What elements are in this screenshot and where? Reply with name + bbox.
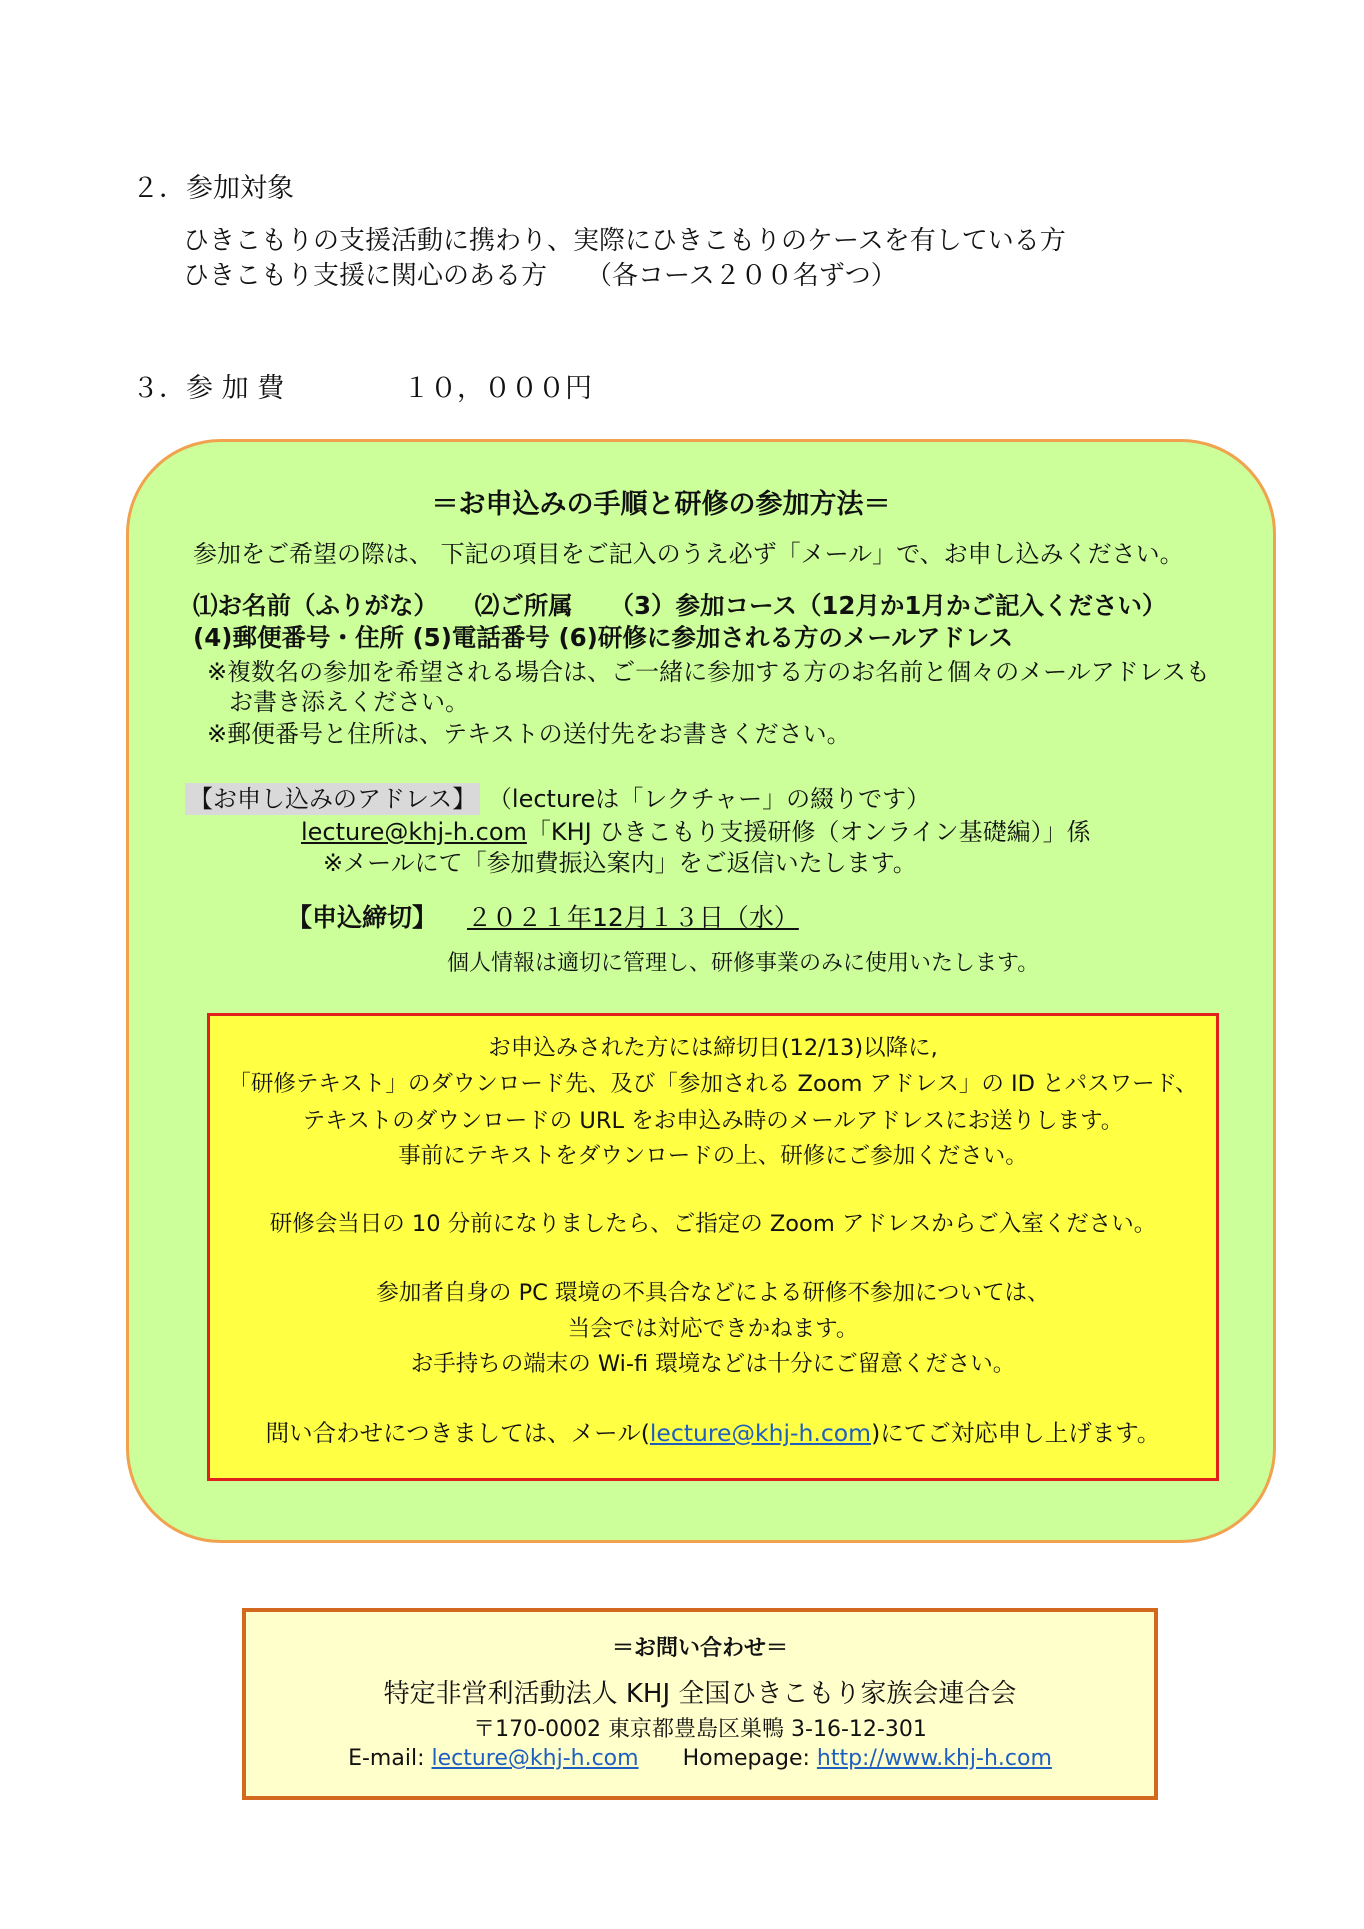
- email-suffix: 「KHJ ひきこもり支援研修（オンライン基礎編）」係: [526, 818, 1091, 846]
- notice-line-6: 参加者自身の PC 環境の不具合などによる研修不参加については、: [376, 1280, 1050, 1306]
- section-2-heading: ２．参加対象: [132, 173, 294, 204]
- deadline-date: ２０２１年12月１３日（水）: [467, 903, 799, 932]
- contact-address: 〒170-0002 東京都豊島区巣鴨 3-16-12-301: [473, 1717, 927, 1742]
- section-2-line-2: ひきこもり支援に関心のある方 （各コース２００名ずつ）: [183, 261, 897, 291]
- deadline-row: [287, 898, 799, 934]
- reply-note: ※メールにて「参加費振込案内」をご返信いたします。: [323, 849, 917, 877]
- notice-line-8: お手持ちの端末の Wi-fi 環境などは十分にご留意ください。: [410, 1351, 1016, 1377]
- note-multiple-1: ※複数名の参加を希望される場合は、ご一緒に参加する方のお名前と個々のメールアドレスも: [207, 658, 1210, 686]
- contact-homepage-label: Homepage:: [682, 1746, 810, 1771]
- application-email-link[interactable]: lecture@khj-h.com: [301, 818, 527, 846]
- notice-email-link[interactable]: lecture@khj-h.com: [649, 1419, 872, 1447]
- items-line-2: (4)郵便番号・住所 (5)電話番号 (6)研修に参加される方のメールアドレス: [193, 623, 1014, 652]
- procedure-intro: 参加をご希望の際は、 下記の項目をご記入のうえ必ず「メール」で、お申し込みください。: [193, 540, 1184, 568]
- note-address: ※郵便番号と住所は、テキストの送付先をお書きください。: [207, 720, 851, 748]
- privacy-note: 個人情報は適切に管理し、研修事業のみに使用いたします。: [447, 951, 1040, 976]
- notice-line-9: [210, 1414, 1216, 1448]
- contact-email-link[interactable]: lecture@khj-h.com: [431, 1746, 639, 1771]
- address-label: 【お申し込みのアドレス】: [185, 783, 480, 815]
- notice-inquiry-suffix: )にてご対応申し上げます。: [871, 1419, 1161, 1447]
- procedure-title: ＝お申込みの手順と研修の参加方法＝: [431, 489, 891, 520]
- fee-amount: １０，０００円: [403, 373, 592, 404]
- section-3-heading: ３．参 加 費: [132, 373, 285, 404]
- procedure-box: [126, 439, 1276, 1543]
- contact-email-label: E-mail:: [348, 1746, 425, 1771]
- notice-inquiry-prefix: 問い合わせにつきましては、メール(: [265, 1419, 650, 1447]
- notice-line-7: 当会では対応できかねます。: [567, 1316, 859, 1342]
- notice-line-3: テキストのダウンロードの URL をお申込み時のメールアドレスにお送りします。: [302, 1108, 1124, 1134]
- contact-org: 特定非営利活動法人 KHJ 全国ひきこもり家族会連合会: [383, 1679, 1017, 1709]
- contact-title: ＝お問い合わせ＝: [611, 1636, 788, 1661]
- address-note: （lectureは「レクチャー」の綴りです）: [487, 785, 931, 813]
- section-2-line-1: ひきこもりの支援活動に携わり、実際にひきこもりのケースを有している方: [183, 226, 1066, 256]
- notice-line-4: 事前にテキストをダウンロードの上、研修にご参加ください。: [398, 1143, 1028, 1169]
- notice-line-5: 研修会当日の 10 分前になりましたら、ご指定の Zoom アドレスからご入室ください。: [269, 1211, 1157, 1237]
- notice-line-2: 「研修テキスト」のダウンロード先、及び「参加される Zoom アドレス」の ID とパスワード、: [228, 1071, 1198, 1097]
- contact-box: [242, 1608, 1158, 1800]
- address-row: [185, 779, 930, 814]
- contact-links: [245, 1746, 1155, 1771]
- notice-line-1: お申込みされた方には締切日(12/13)以降に,: [488, 1035, 938, 1061]
- email-row: [301, 812, 1091, 847]
- deadline-label: 【申込締切】: [287, 903, 438, 932]
- contact-homepage-link[interactable]: http://www.khj-h.com: [816, 1746, 1052, 1771]
- items-line-1: ⑴お名前（ふりがな） ⑵ご所属 （3）参加コース（12月か1月かご記入ください）: [193, 591, 1167, 620]
- notice-box: [207, 1013, 1219, 1481]
- note-multiple-2: お書き添えください。: [229, 688, 469, 716]
